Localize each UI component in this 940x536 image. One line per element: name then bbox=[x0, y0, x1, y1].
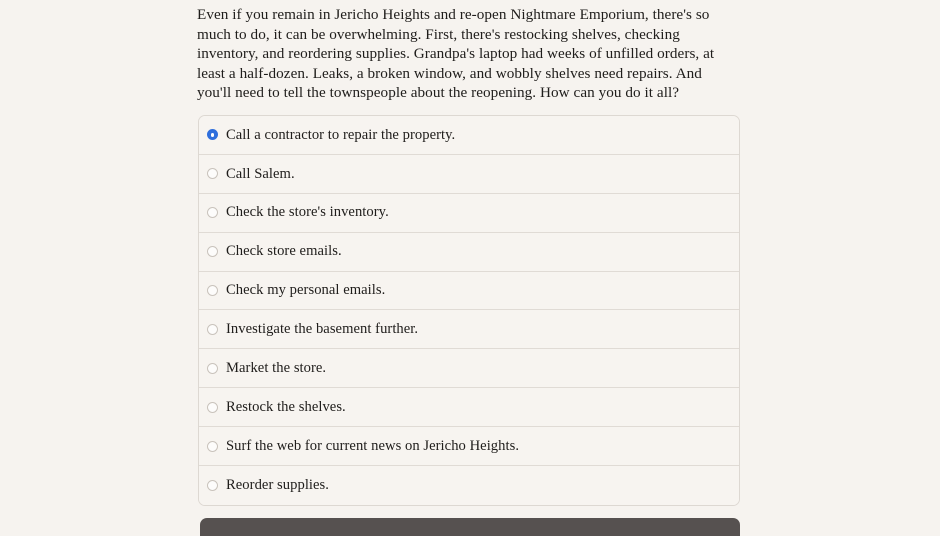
choice-option[interactable] bbox=[199, 427, 739, 466]
choice-option-label: Investigate the basement further. bbox=[226, 321, 419, 338]
choice-option[interactable] bbox=[199, 116, 739, 155]
prompt-container bbox=[197, 0, 741, 103]
choice-option-label: Reorder supplies. bbox=[226, 477, 329, 494]
choice-option-label: Restock the shelves. bbox=[226, 398, 346, 415]
choice-list bbox=[198, 115, 740, 506]
radio-unselected-icon[interactable] bbox=[207, 441, 218, 452]
radio-unselected-icon[interactable] bbox=[207, 285, 218, 296]
choice-option-label: Market the store. bbox=[226, 359, 327, 376]
radio-unselected-icon[interactable] bbox=[207, 324, 218, 335]
choice-option[interactable] bbox=[199, 233, 739, 272]
choice-option[interactable] bbox=[199, 194, 739, 233]
choice-option-label: Check store emails. bbox=[226, 243, 342, 260]
radio-unselected-icon[interactable] bbox=[207, 207, 218, 218]
bottom-action-bar[interactable] bbox=[200, 518, 740, 536]
choice-option[interactable] bbox=[199, 349, 739, 388]
radio-unselected-icon[interactable] bbox=[207, 363, 218, 374]
choice-option[interactable] bbox=[199, 388, 739, 427]
choice-option-label: Surf the web for current news on Jericho Heights. bbox=[226, 437, 520, 454]
choice-option-label: Check the store's inventory. bbox=[226, 204, 389, 221]
choice-option-label: Call a contractor to repair the property. bbox=[226, 126, 456, 143]
choice-option-label: Call Salem. bbox=[226, 165, 295, 182]
choice-option-label: Check my personal emails. bbox=[226, 282, 386, 299]
prompt-text: Even if you remain in Jericho Heights and re-open Nightmare Emporium, there's so much to do, it can be overwhelming. First, there's restocking shelves, checking inventory, and reordering supplies. Grandpa's laptop had weeks of unfilled orders, at least a half-dozen. Leaks, a broken window, and wobbly shelves need repairs. And you'll need to tell the townspeople about the reopening. How can you do it all? bbox=[197, 6, 715, 102]
choice-option[interactable] bbox=[199, 310, 739, 349]
radio-selected-icon[interactable] bbox=[207, 129, 218, 140]
choice-option[interactable] bbox=[199, 466, 739, 505]
radio-unselected-icon[interactable] bbox=[207, 480, 218, 491]
choice-option[interactable] bbox=[199, 272, 739, 311]
choice-option[interactable] bbox=[199, 155, 739, 194]
radio-unselected-icon[interactable] bbox=[207, 168, 218, 179]
radio-unselected-icon[interactable] bbox=[207, 402, 218, 413]
radio-unselected-icon[interactable] bbox=[207, 246, 218, 257]
